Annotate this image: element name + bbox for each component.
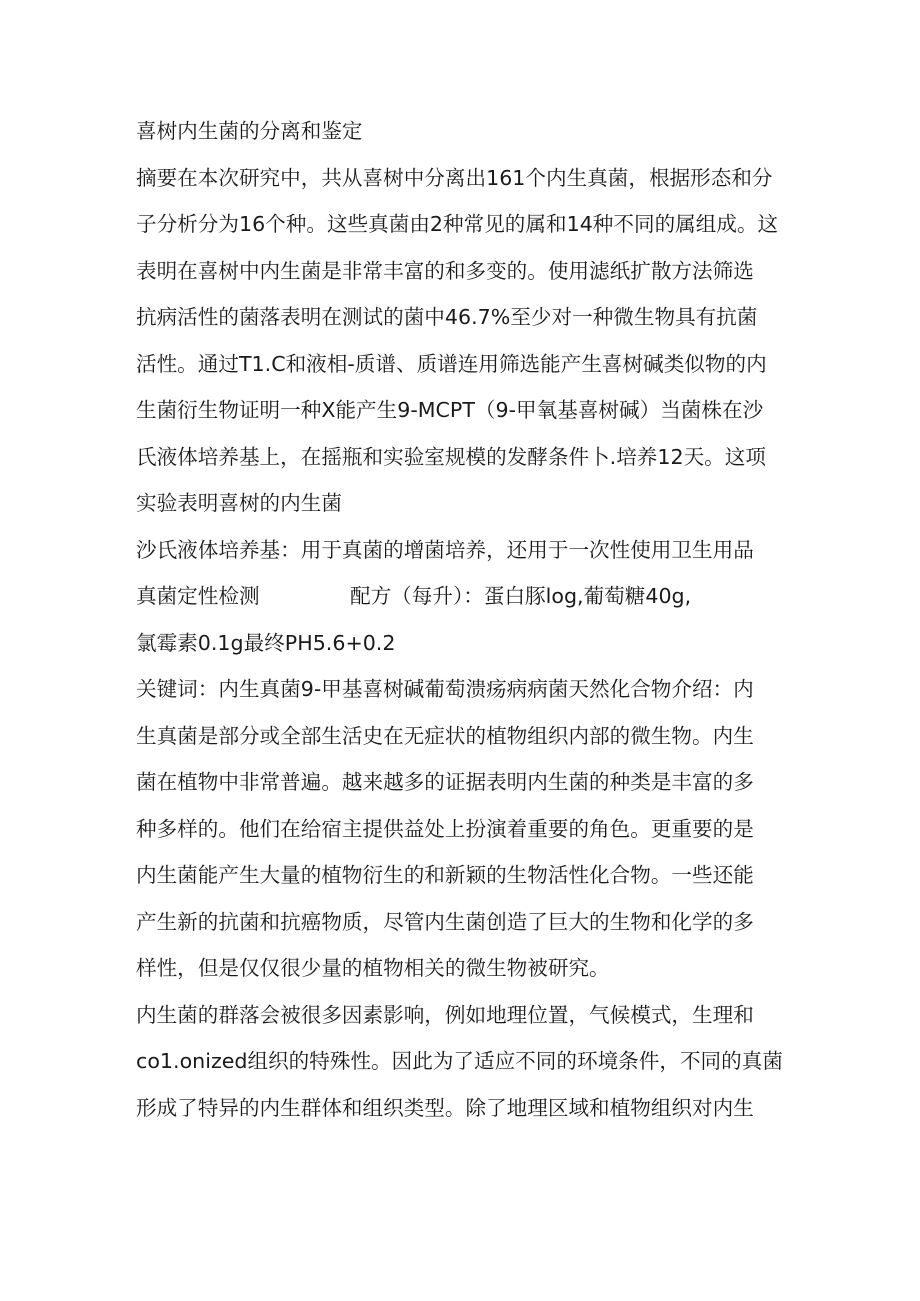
abstract-line: 子分析分为16个种。这些真菌由2种常见的属和14种不同的属组成。这 bbox=[136, 212, 779, 236]
medium-formula-continued: 氯霉素0.1g最终PH5.6+0.2 bbox=[136, 630, 396, 655]
abstract-line: 摘要在本次研究中，共从喜树中分离出161个内生真菌，根据形态和分 bbox=[136, 165, 773, 190]
medium-line: 沙氏液体培养基：用于真菌的增菌培养，还用于一次性使用卫生用品 bbox=[136, 537, 754, 562]
keywords-paragraph bbox=[136, 666, 796, 992]
community-line: 内生菌的群落会被很多因素影响，例如地理位置，气候模式，生理和 bbox=[136, 1002, 754, 1027]
medium-paragraph bbox=[136, 527, 796, 667]
abstract-line: 表明在喜树中内生菌是非常丰富的和多变的。使用滤纸扩散方法筛选 bbox=[136, 258, 754, 283]
keywords-line: 内生菌能产生大量的植物衍生的和新颖的生物活性化合物。一些还能 bbox=[136, 863, 754, 887]
keywords-line: 种多样的。他们在给宿主提供益处上扮演着重要的角色。更重要的是 bbox=[136, 816, 754, 841]
medium-formula-line bbox=[136, 573, 796, 620]
abstract-paragraph bbox=[136, 155, 796, 527]
abstract-line: 实验表明喜树的内生菌 bbox=[136, 491, 342, 515]
keywords-line: 产生新的抗菌和抗癌物质，尽管内生菌创造了巨大的生物和化学的多 bbox=[136, 909, 754, 934]
community-paragraph bbox=[136, 992, 796, 1132]
keywords-line: 样性，但是仅仅很少量的植物相关的微生物被研究。 bbox=[136, 956, 610, 980]
document-title: 喜树内生菌的分离和鉴定 bbox=[136, 119, 363, 143]
community-line: 形成了特异的内生群体和组织类型。除了地理区域和植物组织对内生 bbox=[136, 1095, 754, 1120]
medium-formula: 配方（每升）：蛋白豚log,葡萄糖40g, bbox=[350, 584, 692, 608]
abstract-line: 抗病活性的菌落表明在测试的菌中46.7%至少对一种微生物具有抗菌 bbox=[136, 305, 758, 329]
medium-label: 真菌定性检测 bbox=[136, 584, 260, 608]
keywords-line: 菌在植物中非常普遍。越来越多的证据表明内生菌的种类是丰富的多 bbox=[136, 770, 754, 794]
keywords-line: 关键词：内生真菌9-甲基喜树碱葡萄溃疡病病菌天然化合物介绍：内 bbox=[136, 677, 754, 701]
abstract-line: 生菌衍生物证明一种X能产生9-MCPT（9-甲氧基喜树碱）当菌株在沙 bbox=[136, 398, 764, 422]
community-line: co1.onized组织的特殊性。因此为了适应不同的环境条件，不同的真菌 bbox=[136, 1049, 783, 1073]
document-body bbox=[136, 108, 796, 1131]
keywords-line: 生真菌是部分或全部生活史在无症状的植物组织内部的微生物。内生 bbox=[136, 723, 754, 748]
abstract-line: 氏液体培养基上，在摇瓶和实验室规模的发酵条件卜.培养12天。这项 bbox=[136, 444, 766, 469]
abstract-line: 活性。通过T1.C和液相-质谱、质谱连用筛选能产生喜树碱类似物的内 bbox=[136, 351, 767, 376]
